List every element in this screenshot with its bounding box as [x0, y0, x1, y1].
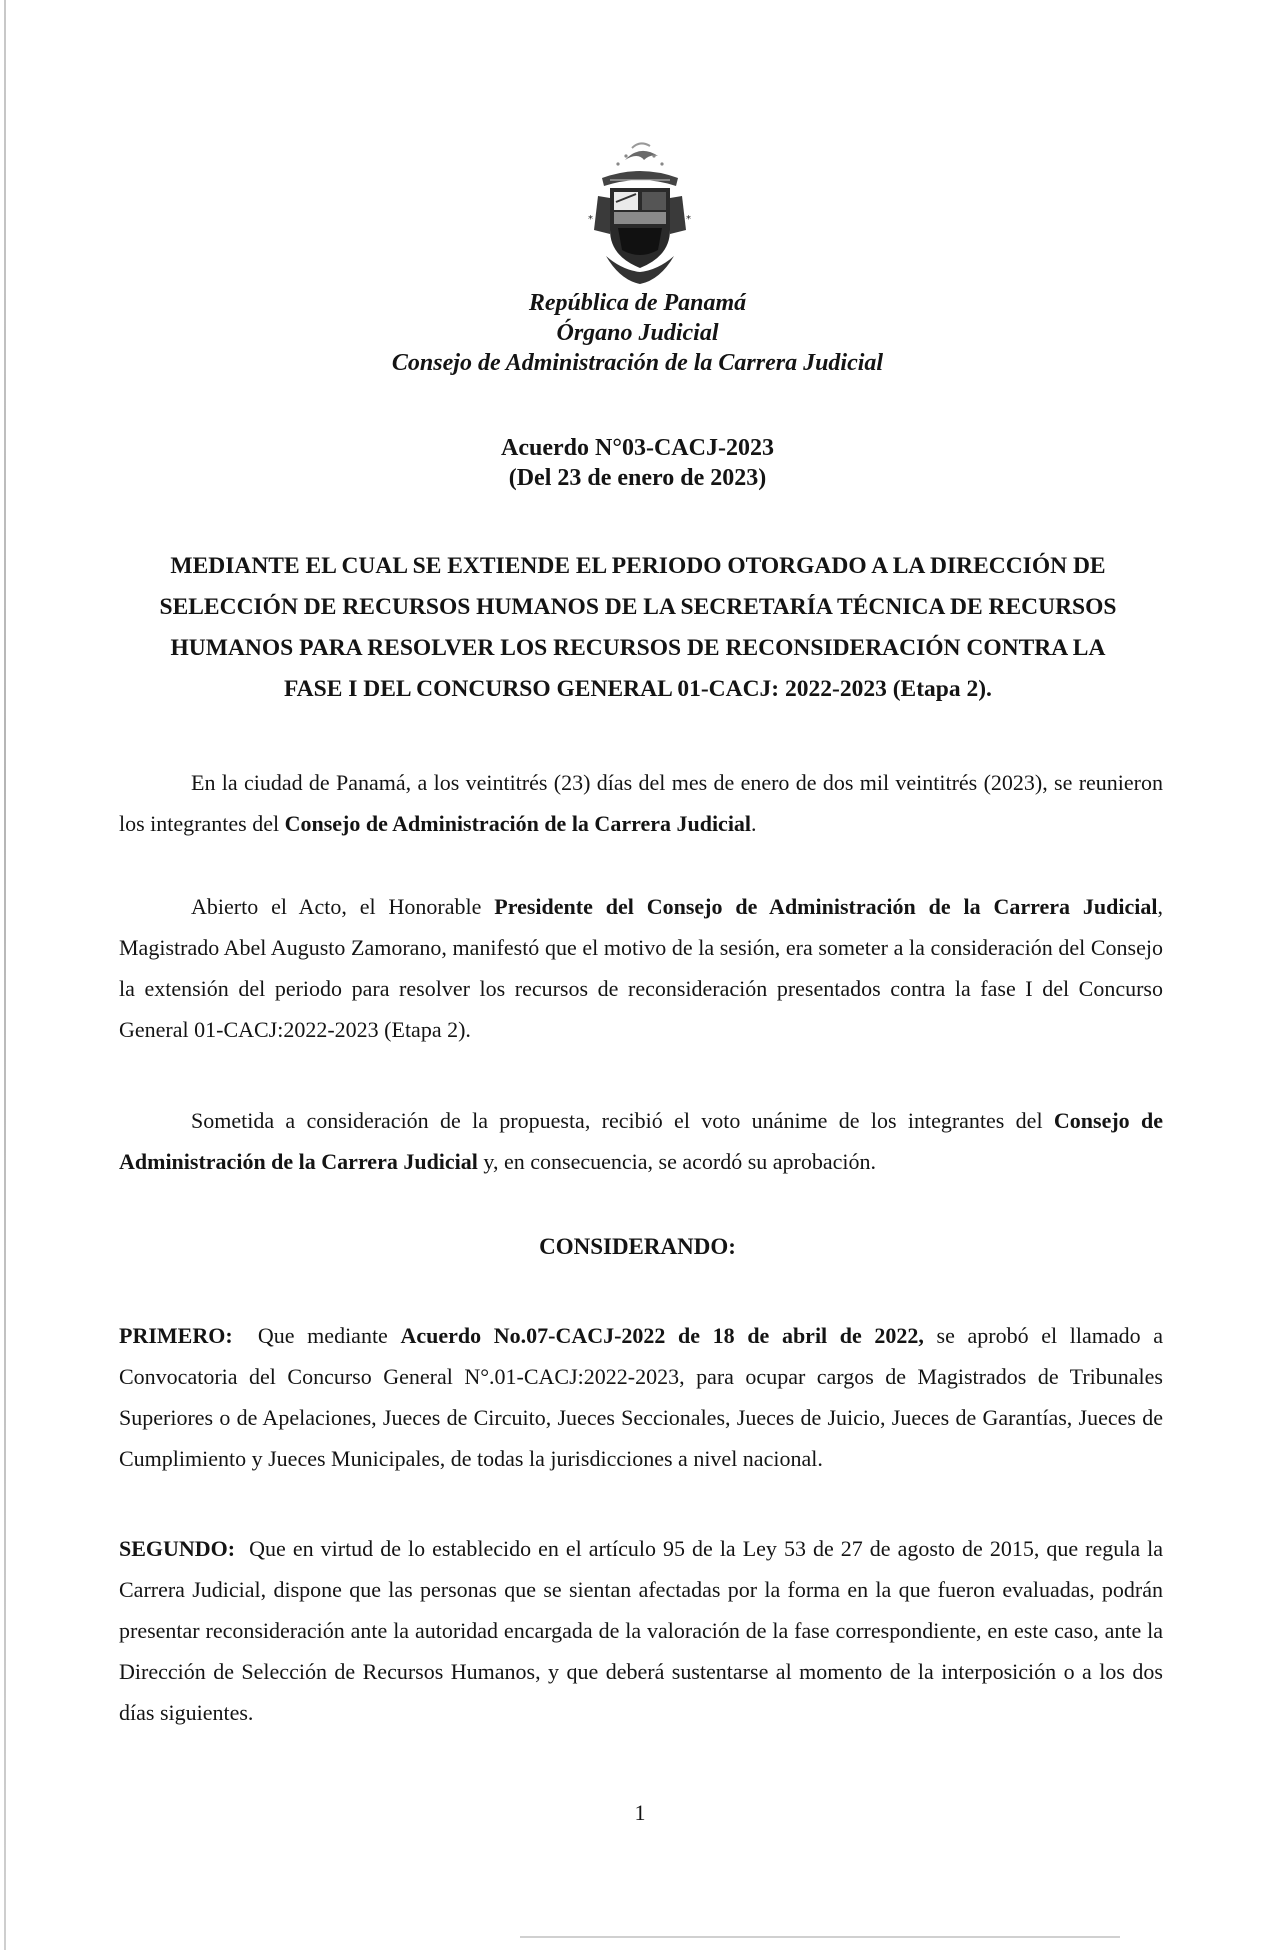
paragraph-text: .: [751, 811, 757, 836]
organ-name: Órgano Judicial: [556, 320, 719, 346]
coat-of-arms-icon: [580, 138, 700, 288]
paragraph-segundo: [119, 1528, 1169, 1733]
agreement-number: Acuerdo N°03-CACJ-2023: [501, 435, 774, 461]
institution-header: [120, 288, 1155, 378]
country-name: República de Panamá: [528, 290, 747, 316]
clause-label: SEGUNDO:: [119, 1536, 236, 1561]
paragraph-bold: Presidente del Consejo de Administración de la Carrera Judicial: [494, 894, 1158, 919]
agreement-heading: [120, 433, 1155, 493]
scan-bottom-line: [520, 1936, 1120, 1938]
title-line-4: FASE I DEL CONCURSO GENERAL 01-CACJ: 2022-2023 (Etapa 2).: [284, 676, 992, 702]
agreement-date: (Del 23 de enero de 2023): [508, 465, 767, 491]
council-name: Consejo de Administración de la Carrera Judicial: [391, 350, 884, 376]
paragraph-bold: Consejo de Administración de la Carrera Judicial: [284, 811, 752, 836]
paragraph-text: En la ciudad de Panamá, a los veintitrés (23) días del mes de enero de dos mil veintitrés (2023), se reunieron los integrantes del: [119, 770, 1163, 836]
paragraph-bold: Consejo de Administración de la Carrera Judicial: [119, 1108, 1163, 1174]
paragraph-text: Que en virtud de lo establecido en el artículo 95 de la Ley 53 de 27 de agosto de 2015, que regula la Carrera Judicial, dispone que las personas que se sientan afectadas por la forma en la que fueron evaluadas, podrán presentar reconsideración ante la autoridad encargada de la valoración de la fase correspondiente, en este caso, ante la Dirección de Selección de Recursos Humanos, y que deberá sustentarse al momento de la interposición o a los dos días siguientes.: [119, 1536, 1169, 1725]
clause-label: PRIMERO:: [119, 1323, 233, 1348]
paragraph-bold: Acuerdo No.07-CACJ-2022 de 18 de abril de 2022,: [400, 1323, 924, 1348]
document-title: [118, 546, 1158, 710]
svg-text:*: *: [588, 214, 593, 225]
paragraph-text: y, en consecuencia, se acordó su aprobación.: [477, 1149, 876, 1174]
paragraph-vote: [119, 1100, 1163, 1182]
paragraph-primero: [119, 1315, 1163, 1479]
paragraph-text: Abierto el Acto, el Honorable: [191, 894, 495, 919]
paragraph-opening: [119, 886, 1163, 1050]
scan-edge-line: [4, 0, 6, 1950]
title-line-1: MEDIANTE EL CUAL SE EXTIENDE EL PERIODO OTORGADO A LA DIRECCIÓN DE: [170, 553, 1106, 579]
considerando-heading: CONSIDERANDO:: [539, 1234, 736, 1259]
paragraph-text: , Magistrado Abel Augusto Zamorano, manifestó que el motivo de la sesión, era someter a la consideración del Consejo la extensión del periodo para resolver los recursos de reconsideración presentados contra la fase I del Concurso General 01-CACJ:2022-2023 (Etapa 2).: [119, 894, 1163, 1042]
title-line-3: HUMANOS PARA RESOLVER LOS RECURSOS DE RECONSIDERACIÓN CONTRA LA: [170, 635, 1106, 661]
paragraph-text: Que mediante: [232, 1323, 401, 1348]
svg-text:*: *: [686, 214, 691, 225]
page-number: 1: [634, 1800, 646, 1825]
paragraph-meeting: [119, 762, 1163, 844]
paragraph-text: se aprobó el llamado a Convocatoria del Concurso General N°.01-CACJ:2022-2023, para ocupar cargos de Magistrados de Tribunales Superiores o de Apelaciones, Jueces de Circuito, Jueces Seccionales, Jueces de Juicio, Jueces de Garantías, Jueces de Cumplimiento y Jueces Municipales, de todas la jurisdicciones a nivel nacional.: [119, 1323, 1163, 1471]
title-line-2: SELECCIÓN DE RECURSOS HUMANOS DE LA SECRETARÍA TÉCNICA DE RECURSOS: [159, 594, 1117, 620]
paragraph-text: Sometida a consideración de la propuesta, recibió el voto unánime de los integrantes del: [191, 1108, 1054, 1133]
